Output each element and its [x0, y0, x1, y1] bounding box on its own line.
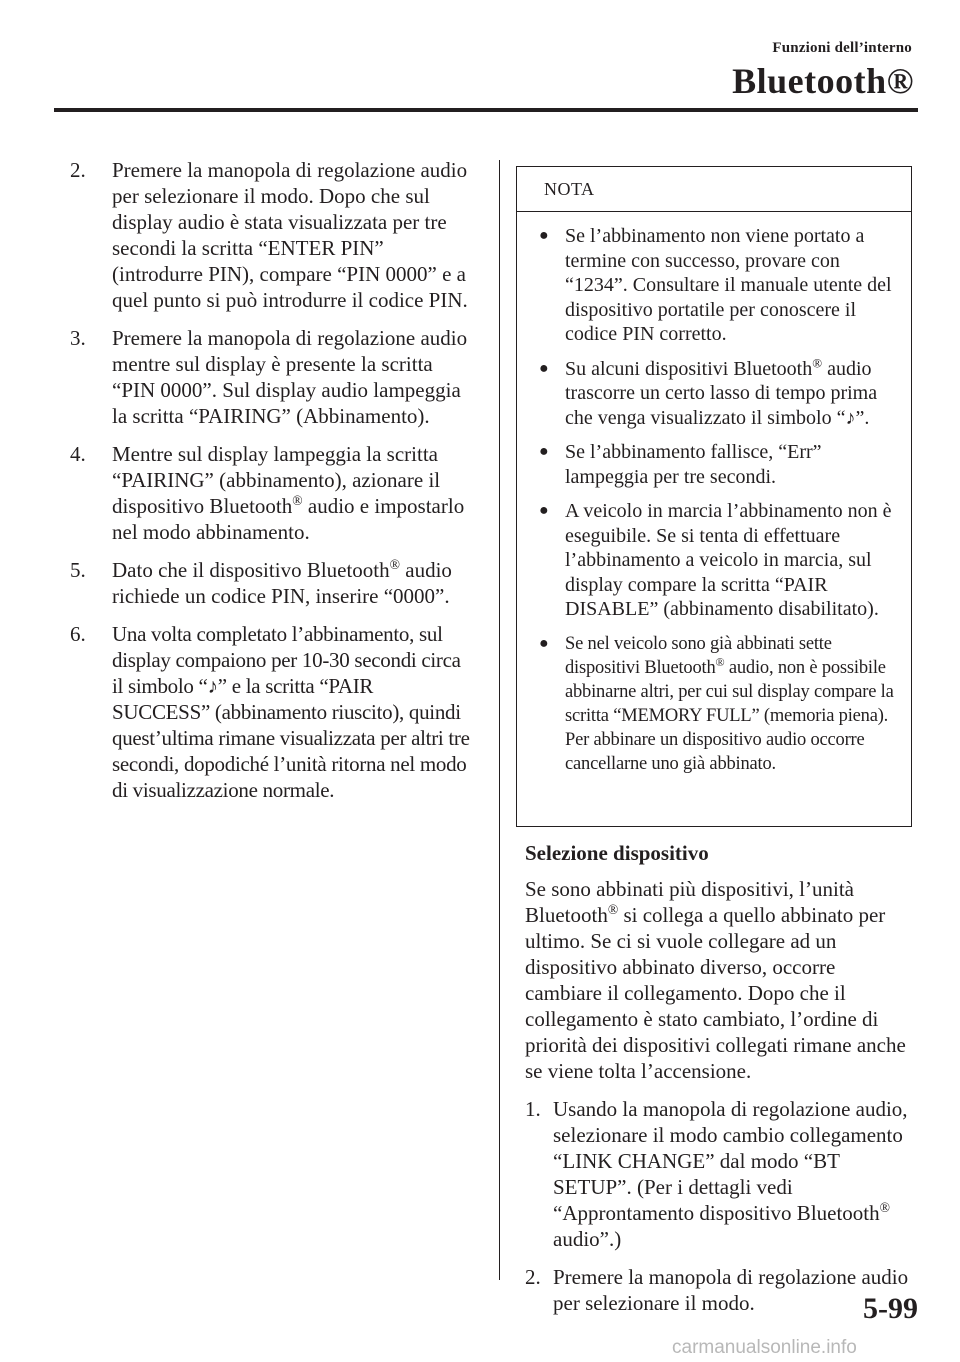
bullet-icon: ● [539, 634, 549, 652]
right-column [525, 840, 917, 1328]
note-text [565, 632, 901, 776]
paragraph-part: si collega a quello abbinato per ultimo. Se ci si vuole collegare ad un dispositivo abbinato diverso, occorre cambiare il collegamento. Dopo che il collegamento è stato cambiato, l’ordine di priorità dei dispositivi collegati rimane anche se viene tolta l’accensione. [525, 903, 906, 1083]
step-3 [70, 325, 470, 429]
step-5 [70, 557, 470, 609]
note-text: Se l’abbinamento fallisce, “Err” lampeggia per tre secondi. [565, 441, 822, 488]
step-number: 5. [70, 558, 86, 582]
bullet-icon: ● [539, 443, 549, 460]
step-text-part: Una volta completato l’abbinamento, sul display compaiono per 10-30 secondi circa il simbolo “ [112, 622, 461, 698]
step-text: Premere la manopola di regolazione audio per selezionare il modo. Dopo che sul display audio è stata visualizzata per tre secondi la scritta “ENTER PIN” (introdurre PIN), compare “PIN 0000” e a quel punto si può introdurre il codice PIN. [112, 158, 468, 312]
step-number: 2. [70, 158, 86, 182]
step-2 [70, 157, 470, 313]
note-item [539, 440, 901, 489]
note-text [565, 354, 901, 431]
note-title: NOTA [517, 167, 911, 212]
column-divider [499, 160, 500, 1280]
step-2 [525, 1264, 917, 1316]
watermark: carmanualsonline.info [672, 1337, 857, 1358]
step-1 [525, 1096, 917, 1252]
note-text-part: audio trascorre un certo lasso di tempo prima che venga visualizzato il simbolo “ [565, 357, 878, 429]
note-text: Se l’abbinamento non viene portato a termine con successo, provare con “1234”. Consultare il manuale utente del dispositivo portatile per conoscere il codice PIN corretto. [565, 225, 892, 345]
registered-mark: ® [607, 902, 619, 917]
registered-mark: ® [879, 1200, 891, 1215]
bullet-icon: ● [539, 227, 549, 244]
step-text-part: Usando la manopola di regolazione audio, selezionare il modo cambio collegamento “LINK CHANGE” dal modo “BT SETUP”. (Per i dettagli vedi “Approntamento dispositivo Bluetooth [553, 1097, 908, 1225]
step-number: 2. [525, 1265, 541, 1289]
header-section-title: Funzioni dell’interno [772, 40, 912, 56]
step-text-part: audio richiede un codice PIN, inserire “0000”. [112, 558, 452, 608]
step-number: 4. [70, 442, 86, 466]
note-list [517, 212, 911, 776]
step-number: 3. [70, 326, 86, 350]
registered-mark: ® [715, 654, 725, 669]
note-text-part: Su alcuni dispositivi Bluetooth [565, 357, 813, 380]
note-text-part: ”. [855, 406, 870, 429]
note-item [539, 224, 901, 347]
step-number: 6. [70, 622, 86, 646]
note-box [516, 166, 912, 827]
step-text-part: audio”.) [553, 1227, 622, 1251]
page-number: 5-99 [863, 1292, 918, 1325]
left-column [70, 157, 470, 815]
step-4 [70, 441, 470, 545]
bullet-icon: ● [539, 502, 549, 519]
paragraph [525, 876, 917, 1084]
paragraph-part: Se sono abbinati più dispositivi, l’unità Bluetooth [525, 877, 854, 927]
note-item [539, 354, 901, 431]
step-text [112, 441, 470, 545]
music-note-icon: ♪ [845, 406, 856, 429]
step-6 [70, 621, 470, 803]
step-text-part: ” e la scritta “PAIR SUCCESS” (abbinamento riuscito), quindi quest’ultima rimane visualizzata per altri tre secondi, dopodiché l’unità ritorna nel modo di visualizzazione normale. [112, 674, 470, 802]
header-rule [54, 108, 918, 112]
registered-mark: ® [292, 493, 303, 508]
step-text: Premere la manopola di regolazione audio per selezionare il modo. [553, 1265, 909, 1315]
step-text [553, 1096, 917, 1252]
note-item [539, 499, 901, 622]
step-text-part: audio e impostarlo nel modo abbinamento. [112, 494, 465, 544]
page-title: Bluetooth® [732, 61, 914, 101]
note-text-part: audio, non è possibile abbinarne altri, per cui sul display compare la scritta “MEMORY FULL” (memoria piena). Per abbinare un dispositivo audio occorre cancellarne uno già abbinato. [565, 657, 894, 774]
section-heading: Selezione dispositivo [525, 841, 709, 865]
step-number: 1. [525, 1097, 541, 1121]
note-item [539, 632, 901, 776]
step-text-part: Dato che il dispositivo Bluetooth [112, 558, 390, 582]
note-text: A veicolo in marcia l’abbinamento non è eseguibile. Se si tenta di effettuare l’abbinamento a veicolo in marcia, sul display compare la scritta “PAIR DISABLE” (abbinamento disabilitato). [565, 500, 892, 620]
registered-mark: ® [812, 354, 823, 370]
step-text: Premere la manopola di regolazione audio mentre sul display è presente la scritta “PIN 0000”. Sul display audio lampeggia la scritta “PAIRING” (Abbinamento). [112, 326, 468, 428]
step-text-part: Mentre sul display lampeggia la scritta “PAIRING” (abbinamento), azionare il dispositivo Bluetooth [112, 442, 441, 518]
registered-mark: ® [389, 557, 401, 572]
note-text-part: Se nel veicolo sono già abbinati sette dispositivi Bluetooth [565, 633, 832, 678]
step-text [112, 557, 470, 609]
music-note-icon: ♪ [207, 674, 218, 698]
step-text [112, 621, 470, 803]
bullet-icon: ● [539, 359, 549, 377]
